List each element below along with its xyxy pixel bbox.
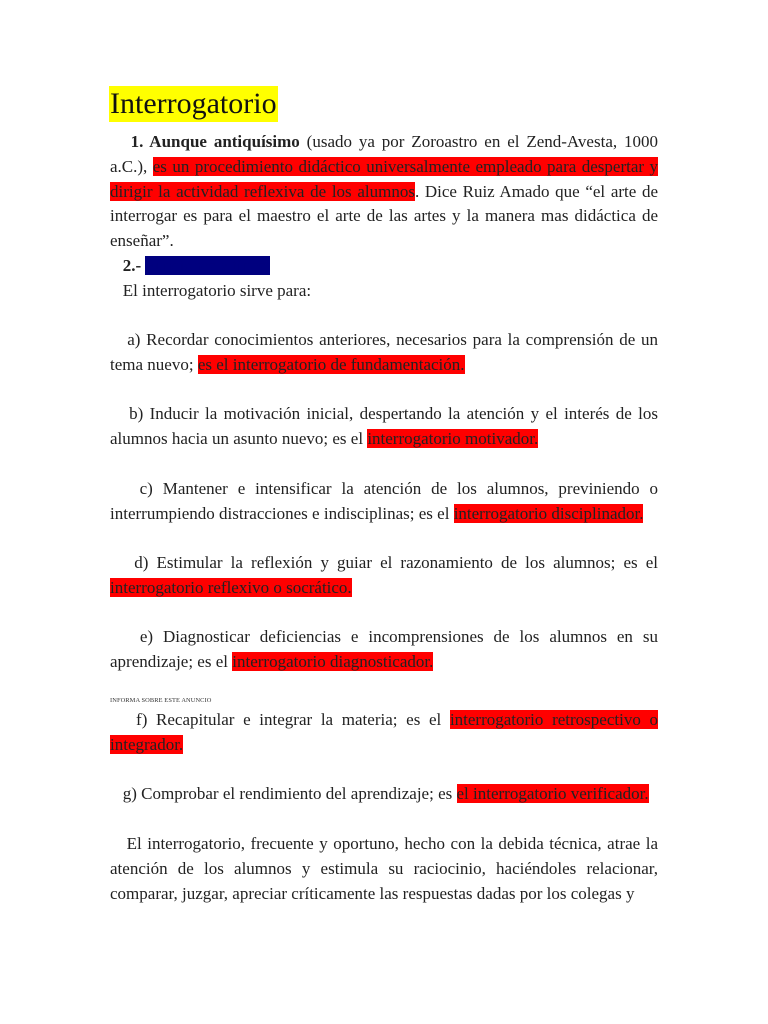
list-item-g-text: g) Comprobar el rendimiento del aprendizaje; es	[122, 784, 457, 803]
list-item-d-text: d) Estimular la reflexión y guiar el razonamiento de los alumnos; es el	[134, 553, 658, 572]
list-item-c-highlight: interrogatorio disciplinador.	[453, 503, 644, 523]
list-item-d	[110, 551, 658, 601]
ad-report-link[interactable]: INFORMA SOBRE ESTE ANUNCIO	[110, 697, 212, 704]
list-item-b	[110, 402, 658, 452]
closing-paragraph-text: El interrogatorio, frecuente y oportuno, hecho con la debida técnica, atrae la atención de los alumnos y estimula su raciocinio, haciéndoles relacionar, comparar, juzgar, apreciar críticamente las respuestas dadas por los colegas y	[110, 834, 658, 903]
list-item-e-text: e) Diagnosticar deficiencias e incomprensiones de los alumnos en su aprendizaje; es el	[110, 627, 658, 671]
list-item-b-highlight: interrogatorio motivador.	[367, 428, 539, 448]
list-item-e	[110, 625, 658, 675]
list-item-c	[110, 477, 658, 527]
closing-paragraph	[110, 832, 658, 906]
list-item-g-highlight: el interrogatorio verificador.	[456, 784, 649, 803]
paragraph-1-highlight: es un procedimiento didáctico universalmente empleado para despertar y dirigir la actividad reflexiva de los alumnos	[110, 156, 659, 201]
paragraph-3	[110, 279, 658, 304]
list-item-d-highlight: interrogatorio reflexivo o socrático.	[110, 577, 352, 597]
paragraph-1-quote: . Dice Ruiz Amado que “el arte de interrogar es para el maestro el arte de las artes y la manera mas didáctica de enseñar”.	[110, 181, 659, 251]
paragraph-2-highlight: Funciones y tipos.	[145, 256, 270, 275]
paragraph-1-text: (usado ya por Zoroastro en el Zend-Avesta, 1000 a.C.),	[110, 132, 658, 176]
list-item-e-highlight: interrogatorio diagnosticador.	[232, 651, 434, 671]
page-title: Interrogatorio	[110, 87, 277, 120]
list-item-a-highlight: es el interrogatorio de fundamentación.	[197, 354, 465, 374]
paragraph-3-text: El interrogatorio sirve para:	[122, 281, 312, 300]
list-item-a	[110, 328, 658, 378]
list-item-f-highlight: interrogatorio retrospectivo o integrador.	[110, 710, 659, 754]
paragraph-1-lead: 1. Aunque antiquísimo	[130, 132, 300, 151]
list-item-c-text: c) Mantener e intensificar la atención de los alumnos, previniendo o interrumpiendo distracciones e indisciplinas; es el	[110, 479, 658, 523]
list-item-a-text: a) Recordar conocimientos anteriores, necesarios para la comprensión de un tema nuevo;	[110, 330, 658, 374]
list-item-f	[110, 708, 658, 758]
list-item-f-text: f) Recapitular e integrar la materia; es el	[136, 710, 450, 729]
list-item-b-text: b) Inducir la motivación inicial, despertando la atención y el interés de los alumnos hacia un asunto nuevo; es el	[110, 404, 658, 448]
list-item-g	[110, 782, 658, 807]
paragraph-1	[110, 130, 658, 254]
paragraph-2-number: 2.-	[122, 256, 142, 275]
paragraph-2	[110, 254, 658, 279]
